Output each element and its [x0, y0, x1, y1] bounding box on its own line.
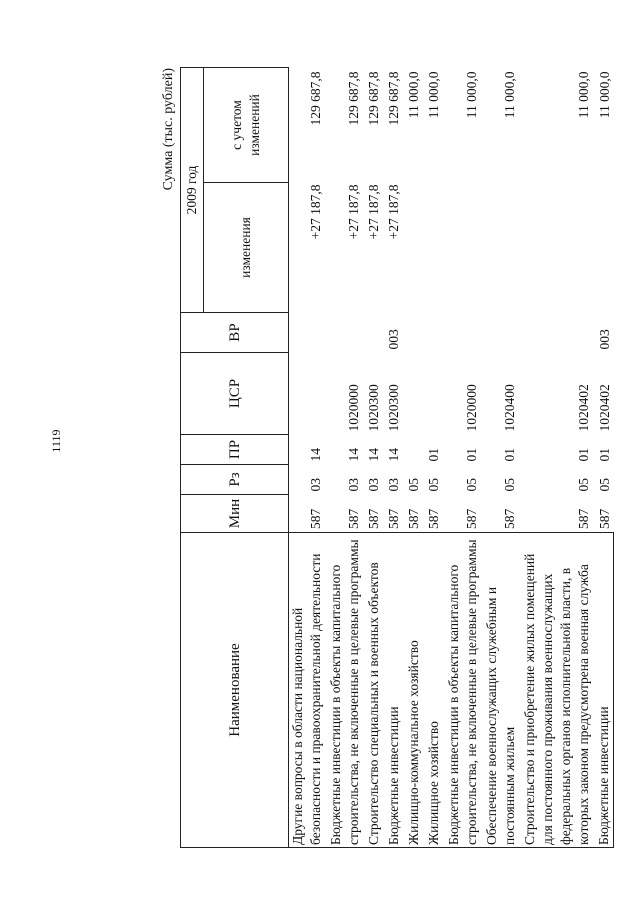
row-name: Бюджетные инвестиции в объекты капитального строительства, не включенные в целевые программы: [443, 533, 481, 848]
header-pr: ПР: [181, 435, 289, 465]
table-row: [519, 68, 593, 848]
row-vr: [403, 313, 423, 353]
table-row: [593, 68, 614, 848]
header-name: Наименование: [181, 533, 289, 848]
row-min: 587: [502, 508, 517, 529]
row-csr: 1020300: [386, 384, 401, 432]
header-vr: ВР: [181, 313, 289, 353]
row-name: Бюджетные инвестиции: [383, 533, 403, 848]
row-pr: [403, 435, 423, 465]
row-total: 11 000,0: [406, 71, 421, 119]
row-change: +27 187,8: [386, 184, 401, 240]
header-year: 2009 год: [181, 68, 204, 313]
table-row: [383, 68, 403, 848]
row-pr: 14: [386, 448, 401, 462]
table-row: [363, 68, 383, 848]
row-min: 587: [464, 508, 479, 529]
header-min: Мин: [181, 495, 289, 533]
table-row: [289, 68, 326, 848]
row-csr: 1020000: [464, 384, 479, 432]
row-vr: 003: [386, 329, 401, 350]
table-body: [289, 68, 614, 848]
row-change: [423, 183, 443, 313]
row-min: 587: [576, 508, 591, 529]
row-csr: 1020300: [366, 384, 381, 432]
row-total: 11 000,0: [576, 71, 591, 119]
row-change: +27 187,8: [366, 184, 381, 240]
row-vr: 003: [596, 329, 612, 350]
header-rz: Рз: [181, 465, 289, 495]
row-vr: [289, 313, 326, 353]
row-pr: 01: [502, 448, 517, 462]
row-pr: 14: [308, 448, 323, 462]
row-min: 587: [346, 508, 361, 529]
row-name: Жилищное хозяйство: [423, 533, 443, 848]
row-change: +27 187,8: [346, 184, 361, 240]
row-rz: 03: [346, 478, 361, 492]
row-name: Обеспечение военнослужащих служебным и постоянным жильем: [481, 533, 519, 848]
row-min: 587: [596, 508, 612, 529]
row-name: Бюджетные инвестиции: [593, 533, 614, 848]
row-vr: [363, 313, 383, 353]
row-pr: 01: [426, 448, 441, 462]
rotated-sheet: [160, 68, 612, 848]
header-changes: изменения: [204, 183, 289, 313]
header-csr: ЦСР: [181, 353, 289, 435]
row-pr: 01: [576, 448, 591, 462]
budget-table: [180, 67, 614, 848]
row-csr: [423, 353, 443, 435]
row-name: Строительство специальных и военных объектов: [363, 533, 383, 848]
row-name: Жилищно-коммунальное хозяйство: [403, 533, 423, 848]
table-row: [481, 68, 519, 848]
row-min: 587: [406, 508, 421, 529]
row-total: 11 000,0: [596, 71, 612, 119]
row-rz: 05: [406, 478, 421, 492]
row-vr: [519, 313, 593, 353]
row-vr: [443, 313, 481, 353]
row-vr: [423, 313, 443, 353]
row-csr: [403, 353, 423, 435]
row-total: 11 000,0: [502, 71, 517, 119]
header-with-changes: с учетом изменений: [204, 68, 289, 183]
row-min: 587: [308, 508, 323, 529]
row-total: 129 687,8: [366, 71, 381, 126]
row-rz: 03: [366, 478, 381, 492]
row-csr: 1020402: [596, 384, 612, 432]
table-row: [403, 68, 423, 848]
row-change: [403, 183, 423, 313]
row-rz: 03: [308, 478, 323, 492]
row-pr: 01: [596, 448, 612, 462]
row-vr: [325, 313, 363, 353]
row-total: 129 687,8: [386, 71, 401, 126]
row-pr: 01: [464, 448, 479, 462]
row-change: [481, 183, 519, 313]
row-min: 587: [366, 508, 381, 529]
table-row: [325, 68, 363, 848]
row-min: 587: [386, 508, 401, 529]
row-csr: [289, 353, 326, 435]
row-total: 129 687,8: [346, 71, 361, 126]
row-rz: 03: [386, 478, 401, 492]
row-name: Другие вопросы в области национальной безопасности и правоохранительной деятельности: [289, 533, 326, 848]
row-total: 129 687,8: [308, 71, 323, 126]
row-csr: 1020402: [576, 384, 591, 432]
row-pr: 14: [366, 448, 381, 462]
row-change: [443, 183, 481, 313]
row-csr: 1020000: [346, 384, 361, 432]
row-rz: 05: [502, 478, 517, 492]
units-caption: Сумма (тыс. рублей): [161, 68, 176, 191]
row-name: Строительство и приобретение жилых помещений для постоянного проживания военнослужащих федеральных органов исполнительной власти, в которых законом предусмотрена военная служба: [519, 533, 593, 848]
row-total: 11 000,0: [426, 71, 441, 119]
row-name: Бюджетные инвестиции в объекты капитального строительства, не включенные в целевые программы: [325, 533, 363, 848]
row-change: +27 187,8: [308, 184, 323, 240]
table-row: [423, 68, 443, 848]
row-pr: 14: [346, 448, 361, 462]
row-rz: 05: [464, 478, 479, 492]
row-csr: 1020400: [502, 384, 517, 432]
table-row: [443, 68, 481, 848]
row-rz: 05: [426, 478, 441, 492]
row-change: [519, 183, 593, 313]
row-rz: 05: [576, 478, 591, 492]
row-total: 11 000,0: [464, 71, 479, 119]
row-rz: 05: [596, 478, 612, 492]
row-vr: [481, 313, 519, 353]
row-min: 587: [426, 508, 441, 529]
row-change: [593, 183, 614, 313]
page-number: 1119: [49, 429, 63, 453]
